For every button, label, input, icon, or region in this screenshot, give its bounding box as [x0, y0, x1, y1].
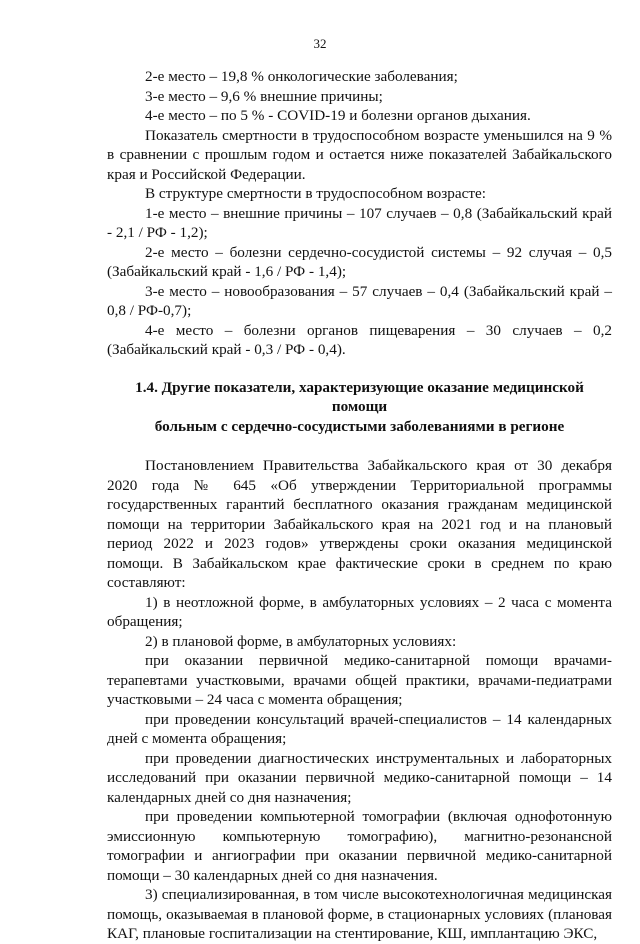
term-item: при проведении консультаций врачей-специалистов – 14 календарных дней с момента обращения;: [107, 710, 612, 747]
section-heading-line1: 1.4. Другие показатели, характеризующие оказание медицинской помощи: [135, 378, 584, 415]
term-item: 1) в неотложной форме, в амбулаторных условиях – 2 часа с момента обращения;: [107, 593, 612, 630]
list-item: 3-е место – новообразования – 57 случаев – 0,4 (Забайкальский край – 0,8 / РФ-0,7);: [107, 282, 612, 319]
page-number: 32: [313, 36, 327, 51]
section-heading-line2: больным с сердечно-сосудистыми заболеваниями в регионе: [154, 417, 565, 435]
term-item: 2) в плановой форме, в амбулаторных условиях:: [145, 632, 457, 650]
section-heading: [107, 378, 612, 437]
paragraph-mortality: Показатель смертности в трудоспособном возрасте уменьшился на 9 % в сравнении с прошлым годом и остается ниже показателей Забайкальского края и Российской Федерации.: [107, 126, 612, 183]
term-item: при проведении компьютерной томографии (включая однофотонную эмиссионную компьютерную томографию), магнитно-резонансной томографии и ангиографии при оказании первичной медико-санитарной помощи – 30 календарных дней со дня назначения.: [107, 808, 612, 884]
list-item: 2-е место – болезни сердечно-сосудистой системы – 92 случая – 0,5 (Забайкальский край - 1,6 / РФ - 1,4);: [107, 243, 612, 280]
term-item: 3) специализированная, в том числе высокотехнологичная медицинская помощь, оказываемая в плановой форме, в стационарных условиях (плановая КАГ, плановые госпитализации на стентирование, КШ, имплантацию ЭКС,: [107, 886, 612, 942]
list-item: 3-е место – 9,6 % внешние причины;: [145, 87, 383, 105]
paragraph-decree: Постановлением Правительства Забайкальского края от 30 декабря 2020 года № 645 «Об утверждении Территориальной программы государственных гарантий бесплатного оказания гражданам медицинской помощи на территории Забайкальского края на 2021 год и на плановый период 2022 и 2023 годов» утверждены сроки оказания медицинской помощи. В Забайкальском крае фактические сроки в среднем по краю составляют:: [107, 457, 612, 591]
list-item: 1-е место – внешние причины – 107 случаев – 0,8 (Забайкальский край - 2,1 / РФ - 1,2);: [107, 204, 612, 241]
structure-intro: В структуре смертности в трудоспособном возрасте:: [145, 185, 486, 202]
list-item: 4-е место – по 5 % - COVID-19 и болезни органов дыхания.: [145, 107, 531, 124]
list-item: 2-е место – 19,8 % онкологические заболевания;: [145, 68, 458, 85]
list-item: 4-е место – болезни органов пищеварения – 30 случаев – 0,2 (Забайкальский край - 0,3 / РФ - 0,4).: [107, 321, 612, 358]
term-item: при оказании первичной медико-санитарной помощи врачами-терапевтами участковыми, врачами общей практики, врачами-педиатрами участковыми – 24 часа с момента обращения;: [107, 652, 612, 708]
document-body: [107, 67, 612, 944]
term-item: при проведении диагностических инструментальных и лабораторных исследований при оказании первичной медико-санитарной помощи – 14 календарных дней со дня назначения;: [107, 749, 612, 806]
